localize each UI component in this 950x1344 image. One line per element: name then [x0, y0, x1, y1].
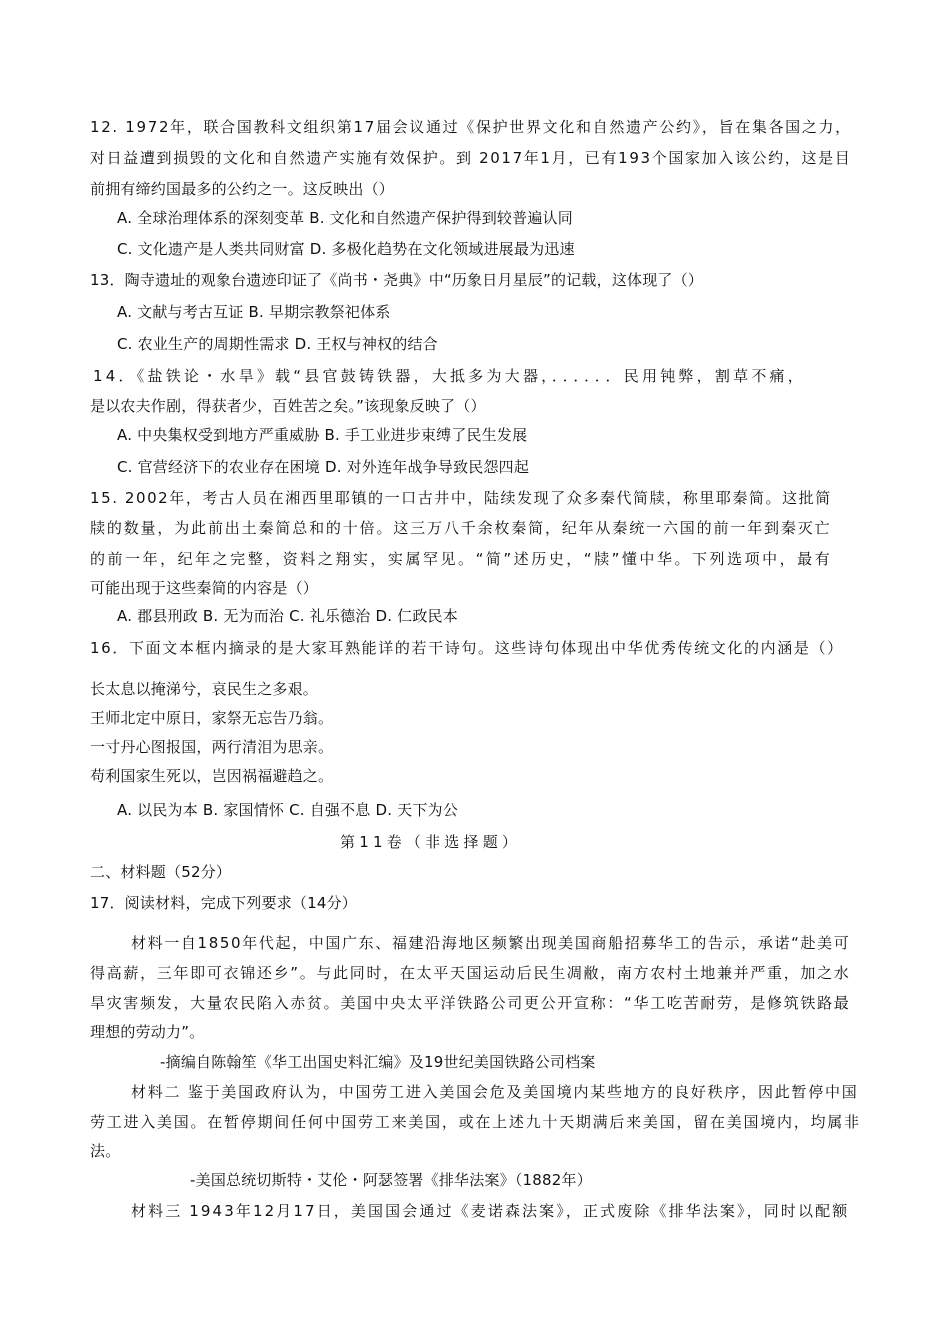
text-line: 是以农夫作剧，得获者少，百姓苦之矣。”该现象反映了（）	[90, 397, 486, 415]
text-line: A. 中央集权受到地方严重威胁 B. 手工业进步束缚了民生发展	[117, 426, 528, 444]
text-line: 15. 2002年，考古人员在湘西里耶镇的一口古井中，陆续发现了众多秦代简牍，称里耶秦简。这批简	[90, 489, 832, 507]
text-line: 16．下面文本框内摘录的是大家耳熟能详的若干诗句。这些诗句体现出中华优秀传统文化的内涵是（）	[90, 639, 844, 657]
text-line: 可能出现于这些秦简的内容是（）	[90, 579, 319, 597]
text-line: 材料三 1943年12月17日，美国国会通过《麦诺森法案》，正式废除《排华法案》，同时以配额	[131, 1202, 850, 1220]
text-line: 第11卷（非选择题）	[340, 833, 522, 851]
text-line: C. 农业生产的周期性需求 D. 王权与神权的结合	[117, 335, 438, 353]
text-line: 法。	[90, 1142, 121, 1160]
text-line: 苟利国家生死以，岂因祸福避趋之。	[90, 767, 334, 785]
text-line: 一寸丹心图报国，两行清泪为思亲。	[90, 738, 334, 756]
text-line: -摘编自陈翰笙《华工出国史料汇编》及19世纪美国铁路公司档案	[160, 1053, 596, 1071]
text-line: 长太息以掩涕兮，哀民生之多艰。	[90, 680, 319, 698]
text-line: A. 郡县刑政 B. 无为而治 C. 礼乐德治 D. 仁政民本	[117, 607, 458, 625]
text-line: 12. 1972年，联合国教科文组织第17届会议通过《保护世界文化和自然遗产公约》，旨在集各国之力，	[90, 118, 852, 136]
text-line: 对日益遭到损毁的文化和自然遗产实施有效保护。到 2017年1月，已有193个国家加入该公约，这是目	[90, 149, 852, 167]
text-line: 14．《盐铁论・水旱》载“县官鼓铸铁器，大抵多为大器，．．．．．．民用钝弊，割草不痛，	[93, 367, 806, 385]
text-line: 材料一自1850年代起，中国广东、福建沿海地区频繁出现美国商船招募华工的告示，承诺“赴美可	[131, 934, 851, 952]
text-line: A. 文献与考古互证 B. 早期宗教祭祀体系	[117, 303, 391, 321]
text-line: -美国总统切斯特・艾伦・阿瑟签署《排华法案》（1882年）	[190, 1171, 592, 1189]
text-line: A. 全球治理体系的深刻变革 B. 文化和自然遗产保护得到较普遍认同	[117, 209, 573, 227]
text-line: C. 文化遗产是人类共同财富 D. 多极化趋势在文化领域进展最为迅速	[117, 240, 575, 258]
text-line: 旱灾害频发，大量农民陷入赤贫。美国中央太平洋铁路公司更公开宣称：“华工吃苦耐劳，是修筑铁路最	[90, 994, 851, 1012]
text-line: 得高薪，三年即可衣锦还乡”。与此同时，在太平天国运动后民生凋敝，南方农村土地兼并严重，加之水	[90, 964, 851, 982]
text-line: C. 官营经济下的农业存在困境 D. 对外连年战争导致民怨四起	[117, 458, 530, 476]
text-line: 劳工进入美国。在暂停期间任何中国劳工来美国，或在上述九十天期满后来美国，留在美国境内，均属非	[90, 1113, 861, 1131]
text-line: 材料二 鉴于美国政府认为，中国劳工进入美国会危及美国境内某些地方的良好秩序，因此暂停中国	[131, 1083, 859, 1101]
text-line: 牍的数量，为此前出土秦简总和的十倍。这三万八千余枚秦简，纪年从秦统一六国的前一年到秦灭亡	[90, 519, 832, 537]
text-line: 前拥有缔约国最多的公约之一。这反映出（）	[90, 180, 395, 198]
text-line: 王师北定中原日，家祭无忘告乃翁。	[90, 709, 334, 727]
text-line: 二、材料题（52分）	[90, 863, 232, 881]
text-line: 的前一年，纪年之完整，资料之翔实，实属罕见。“简”述历史，“牍”懂中华。下列选项中，最有	[90, 550, 833, 568]
text-line: A. 以民为本 B. 家国情怀 C. 自强不息 D. 天下为公	[117, 801, 458, 819]
text-line: 13．陶寺遗址的观象台遗迹印证了《尚书・尧典》中“历象日月星辰”的记载，这体现了（）	[90, 271, 704, 289]
text-line: 17．阅读材料，完成下列要求（14分）	[90, 894, 357, 912]
text-line: 理想的劳动力”。	[90, 1023, 205, 1041]
